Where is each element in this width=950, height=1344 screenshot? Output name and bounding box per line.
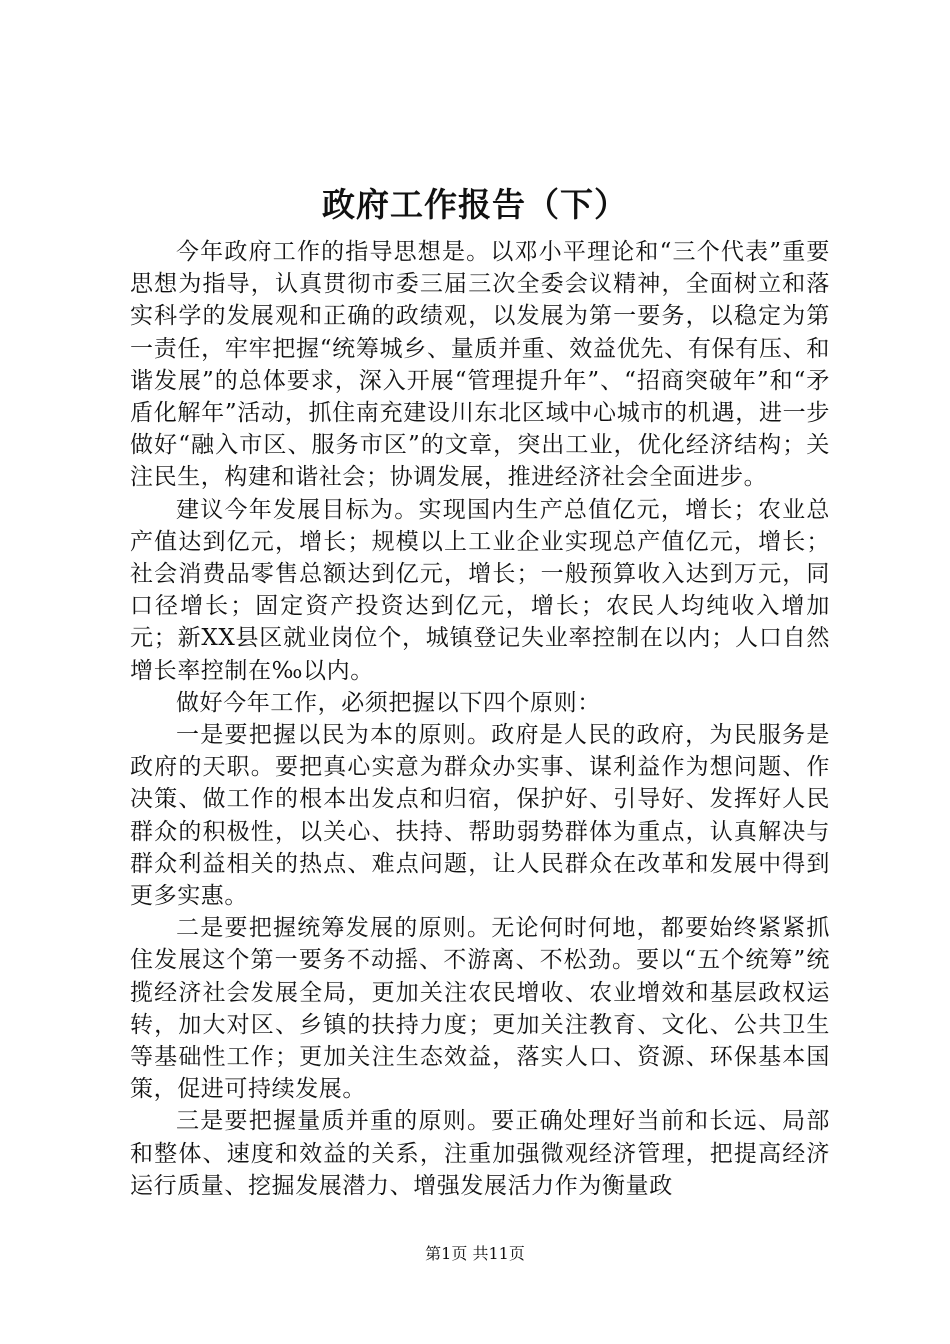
page-footer — [0, 1244, 950, 1264]
page-number: 第1页 — [425, 1244, 468, 1263]
document-body — [130, 236, 830, 1202]
paragraph-principles-intro: 做好今年工作，必须把握以下四个原则： — [176, 689, 601, 716]
paragraph-principle-two: 二是要把握统筹发展的原则。无论何时何地，都要始终紧紧抓住发展这个第一要务不动摇、不游离、不松劲。要以“五个统筹”统揽经济社会发展全局，更加关注农民增收、农业增效和基层政权运转，加大对区、乡镇的扶持力度；更加关注教育、文化、公共卫生等基础性工作；更加关注生态效益，落实人口、资源、环保基本国策，促进可持续发展。 — [130, 915, 830, 1103]
page-total: 共11页 — [472, 1244, 525, 1263]
paragraph-principle-three: 三是要把握量质并重的原则。要正确处理好当前和长远、局部和整体、速度和效益的关系，注重加强微观经济管理，把提高经济运行质量、挖掘发展潜力、增强发展活力作为衡量政 — [130, 1108, 830, 1199]
paragraph-guiding-thought: 今年政府工作的指导思想是。以邓小平理论和“三个代表”重要思想为指导，认真贯彻市委三届三次全委会议精神，全面树立和落实科学的发展观和正确的政绩观，以发展为第一要务，以稳定为第一责任，牢牢把握“统筹城乡、量质并重、效益优先、有保有压、和谐发展”的总体要求，深入开展“管理提升年”、“招商突破年”和“矛盾化解年”活动，抓住南充建设川东北区域中心城市的机遇，进一步做好“融入市区、服务市区”的文章，突出工业，优化经济结构；关注民生，构建和谐社会；协调发展，推进经济社会全面进步。 — [130, 239, 830, 491]
paragraph-development-targets: 建议今年发展目标为。实现国内生产总值亿元，增长；农业总产值达到亿元，增长；规模以上工业企业实现总产值亿元，增长；社会消费品零售总额达到亿元，增长；一般预算收入达到万元，同口径增长；固定资产投资达到亿元，增长；农民人均纯收入增加元；新XX县区就业岗位个，城镇登记失业率控制在以内；人口自然增长率控制在‰以内。 — [130, 496, 830, 684]
paragraph-principle-one: 一是要把握以民为本的原则。政府是人民的政府，为民服务是政府的天职。要把真心实意为群众办实事、谋利益作为想问题、作决策、做工作的根本出发点和归宿，保护好、引导好、发挥好人民群众的积极性，以关心、扶持、帮助弱势群体为重点，认真解决与群众利益相关的热点、难点问题，让人民群众在改革和发展中得到更多实惠。 — [130, 722, 830, 910]
document-title: 政府工作报告（下） — [322, 185, 628, 224]
